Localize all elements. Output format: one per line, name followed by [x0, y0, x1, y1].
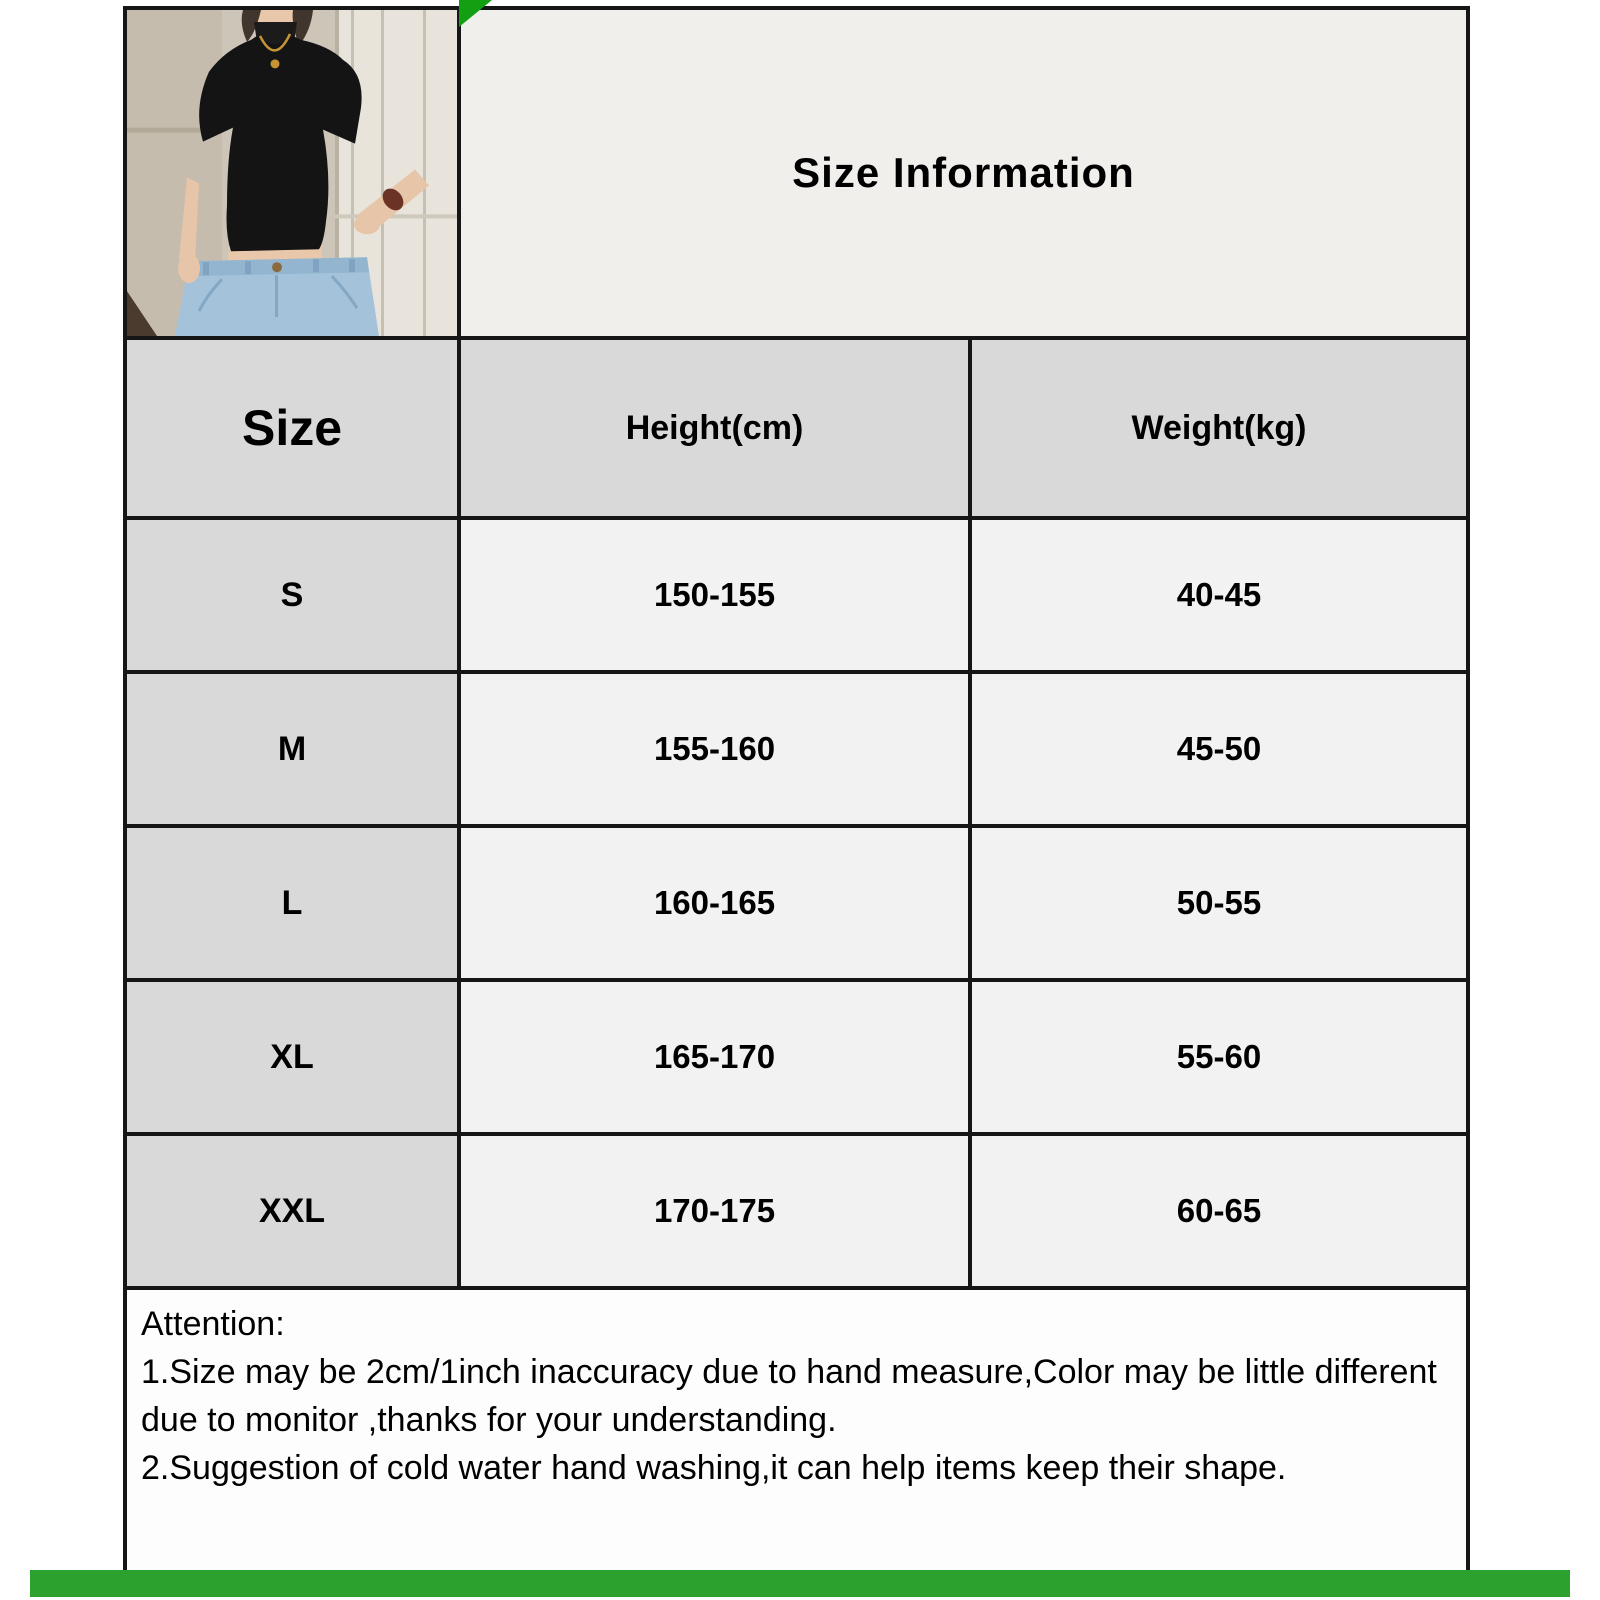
- attention-note-2: 2.Suggestion of cold water hand washing,it can help items keep their shape.: [141, 1449, 1287, 1487]
- size-table: [123, 6, 1470, 1594]
- column-header-weight: Weight(kg): [972, 340, 1466, 516]
- row-m-size-label: M: [127, 674, 457, 824]
- green-corner-triangle-icon: [459, 0, 492, 27]
- row-s-size-label: S: [127, 520, 457, 670]
- row-xxl-height-value: 170-175: [461, 1136, 968, 1286]
- product-photo: [127, 10, 457, 336]
- row-xxl-weight-value: 60-65: [972, 1136, 1466, 1286]
- row-m-height-value: 155-160: [461, 674, 968, 824]
- row-m-weight-value: 45-50: [972, 674, 1466, 824]
- attention-note: [127, 1290, 1466, 1590]
- title-panel: [461, 10, 1466, 336]
- row-xxl-size-label: XXL: [127, 1136, 457, 1286]
- row-s-weight-value: 40-45: [972, 520, 1466, 670]
- row-xl-size-label: XL: [127, 982, 457, 1132]
- row-l-weight-value: 50-55: [972, 828, 1466, 978]
- column-header-height: Height(cm): [461, 340, 968, 516]
- row-l-height-value: 160-165: [461, 828, 968, 978]
- attention-title: Attention:: [141, 1305, 285, 1343]
- row-xl-weight-value: 55-60: [972, 982, 1466, 1132]
- row-xl-height-value: 165-170: [461, 982, 968, 1132]
- column-header-size: Size: [127, 340, 457, 516]
- page-title: Size Information: [792, 149, 1135, 196]
- attention-note-1: 1.Size may be 2cm/1inch inaccuracy due to hand measure,Color may be little different due to monitor ,thanks for your understanding.: [141, 1353, 1437, 1439]
- row-s-height-value: 150-155: [461, 520, 968, 670]
- row-l-size-label: L: [127, 828, 457, 978]
- green-bottom-bar: [30, 1570, 1570, 1597]
- product-photo-illustration: [127, 10, 457, 336]
